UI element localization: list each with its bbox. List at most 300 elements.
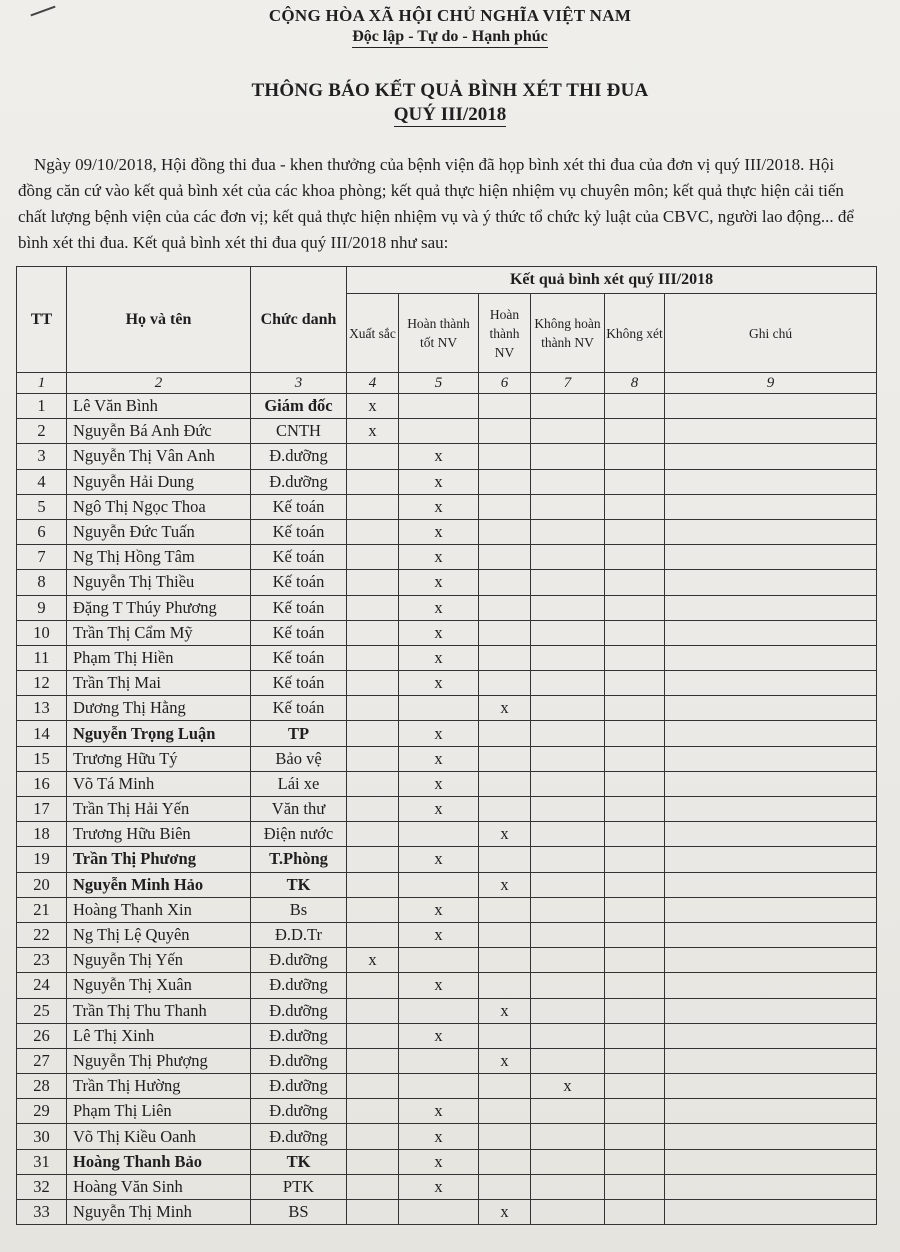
result-cell-col-7	[531, 897, 605, 922]
header-khong-hoan-thanh: Không hoàn thành NV	[531, 294, 605, 373]
result-cell-col-4	[347, 1099, 399, 1124]
table-row	[17, 922, 877, 947]
note-cell	[665, 1124, 877, 1149]
row-number: 33	[17, 1200, 67, 1225]
person-name: Nguyễn Trọng Luận	[67, 721, 251, 746]
table-row	[17, 519, 877, 544]
note-cell	[665, 746, 877, 771]
table-row	[17, 1124, 877, 1149]
person-name: Hoàng Thanh Bảo	[67, 1149, 251, 1174]
row-number: 24	[17, 973, 67, 998]
result-cell-col-6	[479, 1074, 531, 1099]
header-results-group: Kết quả bình xét quý III/2018	[347, 267, 877, 294]
table-row	[17, 394, 877, 419]
result-cell-col-7	[531, 746, 605, 771]
result-cell-col-7	[531, 519, 605, 544]
row-number: 14	[17, 721, 67, 746]
result-cell-col-8	[605, 671, 665, 696]
person-name: Trần Thị Mai	[67, 671, 251, 696]
result-cell-col-5: x	[399, 746, 479, 771]
person-name: Nguyễn Thị Xuân	[67, 973, 251, 998]
table-row	[17, 419, 877, 444]
result-cell-col-5	[399, 872, 479, 897]
result-cell-col-5: x	[399, 847, 479, 872]
result-cell-col-4	[347, 797, 399, 822]
result-cell-col-8	[605, 620, 665, 645]
header-tt: TT	[17, 267, 67, 373]
result-cell-col-4	[347, 1200, 399, 1225]
table-row	[17, 1149, 877, 1174]
row-number: 17	[17, 797, 67, 822]
note-cell	[665, 822, 877, 847]
person-name: Lê Văn Bình	[67, 394, 251, 419]
result-cell-col-5: x	[399, 494, 479, 519]
result-cell-col-7	[531, 494, 605, 519]
person-name: Nguyễn Hải Dung	[67, 469, 251, 494]
row-number: 32	[17, 1174, 67, 1199]
row-number: 12	[17, 671, 67, 696]
table-row	[17, 1174, 877, 1199]
result-cell-col-8	[605, 469, 665, 494]
result-cell-col-4	[347, 897, 399, 922]
result-cell-col-6: x	[479, 872, 531, 897]
job-title: BS	[251, 1200, 347, 1225]
intro-paragraph: Ngày 09/10/2018, Hội đồng thi đua - khen thưởng của bệnh viện đã họp bình xét thi đua của đơn vị quý III/2018. Hội đồng căn cứ vào kết quả bình xét của các khoa phòng; kết quả thực hiện nhiệm vụ chuyên môn; kết quả thực hiện cải tiến chất lượng bệnh viện của các đơn vị; kết quả thực hiện nhiệm vụ và ý thức tổ chức kỷ luật của CBVC, người lao động... để bình xét thi đua. Kết quả bình xét thi đua quý III/2018 như sau:	[18, 155, 854, 252]
result-cell-col-7	[531, 922, 605, 947]
note-cell	[665, 1048, 877, 1073]
result-cell-col-6	[479, 897, 531, 922]
result-cell-col-8	[605, 1174, 665, 1199]
note-cell	[665, 469, 877, 494]
column-number-row	[17, 373, 877, 394]
result-cell-col-5: x	[399, 595, 479, 620]
result-cell-col-8	[605, 519, 665, 544]
result-cell-col-8	[605, 847, 665, 872]
result-cell-col-5	[399, 394, 479, 419]
result-cell-col-7	[531, 696, 605, 721]
person-name: Võ Thị Kiều Oanh	[67, 1124, 251, 1149]
result-cell-col-7	[531, 847, 605, 872]
result-cell-col-8	[605, 948, 665, 973]
document-subtitle: QUÝ III/2018	[393, 104, 507, 125]
job-title: T.Phòng	[251, 847, 347, 872]
result-cell-col-7	[531, 545, 605, 570]
note-cell	[665, 1200, 877, 1225]
note-cell	[665, 545, 877, 570]
result-cell-col-7	[531, 1124, 605, 1149]
row-number: 11	[17, 645, 67, 670]
job-title: Lái xe	[251, 771, 347, 796]
result-cell-col-6	[479, 721, 531, 746]
result-cell-col-5: x	[399, 1174, 479, 1199]
result-cell-col-8	[605, 922, 665, 947]
result-cell-col-4	[347, 620, 399, 645]
person-name: Nguyễn Thị Phượng	[67, 1048, 251, 1073]
person-name: Nguyễn Thị Yến	[67, 948, 251, 973]
result-cell-col-4	[347, 1174, 399, 1199]
person-name: Trần Thị Hải Yến	[67, 797, 251, 822]
result-cell-col-4	[347, 494, 399, 519]
column-number: 3	[251, 373, 347, 394]
header-xuat-sac: Xuất sắc	[347, 294, 399, 373]
table-row	[17, 998, 877, 1023]
result-cell-col-7	[531, 671, 605, 696]
result-cell-col-6: x	[479, 1200, 531, 1225]
row-number: 15	[17, 746, 67, 771]
result-cell-col-7	[531, 973, 605, 998]
job-title: Điện nước	[251, 822, 347, 847]
result-cell-col-5: x	[399, 444, 479, 469]
person-name: Ng Thị Hồng Tâm	[67, 545, 251, 570]
result-cell-col-8	[605, 872, 665, 897]
table-row	[17, 595, 877, 620]
result-cell-col-4: x	[347, 394, 399, 419]
column-number: 6	[479, 373, 531, 394]
row-number: 6	[17, 519, 67, 544]
result-cell-col-7	[531, 721, 605, 746]
person-name: Nguyễn Bá Anh Đức	[67, 419, 251, 444]
table-row	[17, 897, 877, 922]
result-cell-col-7	[531, 1200, 605, 1225]
result-cell-col-6	[479, 1099, 531, 1124]
person-name: Hoàng Thanh Xin	[67, 897, 251, 922]
result-cell-col-8	[605, 822, 665, 847]
result-cell-col-8	[605, 419, 665, 444]
column-number: 5	[399, 373, 479, 394]
job-title: Kế toán	[251, 519, 347, 544]
table-row	[17, 444, 877, 469]
result-cell-col-5: x	[399, 721, 479, 746]
person-name: Trần Thị Hường	[67, 1074, 251, 1099]
result-cell-col-6: x	[479, 1048, 531, 1073]
note-cell	[665, 444, 877, 469]
result-cell-col-8	[605, 444, 665, 469]
job-title: Kế toán	[251, 620, 347, 645]
result-cell-col-5	[399, 822, 479, 847]
result-cell-col-4: x	[347, 419, 399, 444]
table-row	[17, 1200, 877, 1225]
result-cell-col-6	[479, 394, 531, 419]
row-number: 16	[17, 771, 67, 796]
note-cell	[665, 897, 877, 922]
job-title: Đ.dưỡng	[251, 1048, 347, 1073]
result-cell-col-6	[479, 620, 531, 645]
person-name: Phạm Thị Hiền	[67, 645, 251, 670]
result-cell-col-8	[605, 696, 665, 721]
result-cell-col-6	[479, 922, 531, 947]
result-cell-col-4	[347, 746, 399, 771]
result-cell-col-4	[347, 1149, 399, 1174]
table-row	[17, 771, 877, 796]
result-cell-col-4	[347, 1023, 399, 1048]
results-table	[16, 266, 877, 1225]
note-cell	[665, 1099, 877, 1124]
job-title: Bs	[251, 897, 347, 922]
result-cell-col-6	[479, 419, 531, 444]
note-cell	[665, 998, 877, 1023]
person-name: Hoàng Văn Sinh	[67, 1174, 251, 1199]
result-cell-col-5	[399, 1200, 479, 1225]
job-title: Kế toán	[251, 671, 347, 696]
row-number: 4	[17, 469, 67, 494]
job-title: Văn thư	[251, 797, 347, 822]
result-cell-col-5: x	[399, 1023, 479, 1048]
table-row	[17, 721, 877, 746]
column-number: 9	[665, 373, 877, 394]
note-cell	[665, 1149, 877, 1174]
note-cell	[665, 570, 877, 595]
result-cell-col-5: x	[399, 897, 479, 922]
row-number: 30	[17, 1124, 67, 1149]
note-cell	[665, 797, 877, 822]
table-row	[17, 746, 877, 771]
note-cell	[665, 1074, 877, 1099]
result-cell-col-5: x	[399, 973, 479, 998]
result-cell-col-6	[479, 746, 531, 771]
row-number: 7	[17, 545, 67, 570]
person-name: Ng Thị Lệ Quyên	[67, 922, 251, 947]
result-cell-col-8	[605, 494, 665, 519]
row-number: 2	[17, 419, 67, 444]
result-cell-col-5: x	[399, 922, 479, 947]
person-name: Đặng T Thúy Phương	[67, 595, 251, 620]
job-title: Đ.dưỡng	[251, 998, 347, 1023]
table-row	[17, 1023, 877, 1048]
result-cell-col-6	[479, 1124, 531, 1149]
result-cell-col-4	[347, 645, 399, 670]
table-row	[17, 545, 877, 570]
result-cell-col-6: x	[479, 822, 531, 847]
note-cell	[665, 645, 877, 670]
job-title: PTK	[251, 1174, 347, 1199]
job-title: TP	[251, 721, 347, 746]
row-number: 19	[17, 847, 67, 872]
result-cell-col-6	[479, 1174, 531, 1199]
table-row	[17, 620, 877, 645]
result-cell-col-5: x	[399, 1149, 479, 1174]
result-cell-col-5	[399, 419, 479, 444]
result-cell-col-4	[347, 822, 399, 847]
row-number: 26	[17, 1023, 67, 1048]
header-hoan-thanh: Hoàn thành NV	[479, 294, 531, 373]
result-cell-col-8	[605, 998, 665, 1023]
job-title: Đ.dưỡng	[251, 973, 347, 998]
result-cell-col-6	[479, 847, 531, 872]
result-cell-col-7	[531, 394, 605, 419]
job-title: Bảo vệ	[251, 746, 347, 771]
result-cell-col-8	[605, 897, 665, 922]
column-number: 1	[17, 373, 67, 394]
result-cell-col-7	[531, 948, 605, 973]
result-cell-col-8	[605, 797, 665, 822]
row-number: 9	[17, 595, 67, 620]
document-title: THÔNG BÁO KẾT QUẢ BÌNH XÉT THI ĐUA	[251, 80, 649, 101]
table-row	[17, 872, 877, 897]
result-cell-col-5: x	[399, 797, 479, 822]
note-cell	[665, 1174, 877, 1199]
row-number: 8	[17, 570, 67, 595]
job-title: Đ.dưỡng	[251, 444, 347, 469]
result-cell-col-7	[531, 1099, 605, 1124]
result-cell-col-4	[347, 1048, 399, 1073]
result-cell-col-6	[479, 570, 531, 595]
result-cell-col-6	[479, 469, 531, 494]
header-khong-xet: Không xét	[605, 294, 665, 373]
person-name: Trần Thị Phương	[67, 847, 251, 872]
result-cell-col-8	[605, 771, 665, 796]
table-row	[17, 570, 877, 595]
person-name: Phạm Thị Liên	[67, 1099, 251, 1124]
table-row	[17, 494, 877, 519]
result-cell-col-6	[479, 797, 531, 822]
title-block	[0, 80, 900, 127]
result-cell-col-6	[479, 519, 531, 544]
result-cell-col-7	[531, 469, 605, 494]
job-title: Kế toán	[251, 570, 347, 595]
row-number: 25	[17, 998, 67, 1023]
person-name: Nguyễn Thị Thiều	[67, 570, 251, 595]
note-cell	[665, 419, 877, 444]
result-cell-col-7	[531, 620, 605, 645]
job-title: Đ.dưỡng	[251, 1074, 347, 1099]
person-name: Nguyễn Đức Tuấn	[67, 519, 251, 544]
row-number: 18	[17, 822, 67, 847]
table-row	[17, 822, 877, 847]
result-cell-col-7	[531, 771, 605, 796]
column-number: 2	[67, 373, 251, 394]
result-cell-col-7	[531, 570, 605, 595]
note-cell	[665, 519, 877, 544]
note-cell	[665, 394, 877, 419]
result-cell-col-8	[605, 721, 665, 746]
row-number: 28	[17, 1074, 67, 1099]
note-cell	[665, 721, 877, 746]
note-cell	[665, 494, 877, 519]
job-title: Giám đốc	[251, 394, 347, 419]
result-cell-col-4	[347, 771, 399, 796]
job-title: TK	[251, 1149, 347, 1174]
result-cell-col-5	[399, 998, 479, 1023]
note-cell	[665, 696, 877, 721]
result-cell-col-5: x	[399, 469, 479, 494]
result-cell-col-5: x	[399, 671, 479, 696]
result-cell-col-5: x	[399, 545, 479, 570]
national-header	[0, 6, 900, 48]
result-cell-col-7	[531, 822, 605, 847]
person-name: Trần Thị Cẩm Mỹ	[67, 620, 251, 645]
note-cell	[665, 1023, 877, 1048]
header-ghi-chu: Ghi chú	[665, 294, 877, 373]
result-cell-col-8	[605, 1124, 665, 1149]
result-cell-col-4	[347, 519, 399, 544]
row-number: 5	[17, 494, 67, 519]
table-row	[17, 696, 877, 721]
result-cell-col-8	[605, 545, 665, 570]
result-cell-col-6	[479, 645, 531, 670]
result-cell-col-6	[479, 494, 531, 519]
result-cell-col-4	[347, 872, 399, 897]
table-row	[17, 948, 877, 973]
job-title: CNTH	[251, 419, 347, 444]
result-cell-col-6	[479, 595, 531, 620]
result-cell-col-4	[347, 444, 399, 469]
table-row	[17, 671, 877, 696]
job-title: Đ.dưỡng	[251, 469, 347, 494]
table-row	[17, 645, 877, 670]
result-cell-col-7	[531, 797, 605, 822]
job-title: Đ.D.Tr	[251, 922, 347, 947]
person-name: Trương Hữu Biên	[67, 822, 251, 847]
header-name: Họ và tên	[67, 267, 251, 373]
column-number: 4	[347, 373, 399, 394]
result-cell-col-8	[605, 1074, 665, 1099]
result-cell-col-4: x	[347, 948, 399, 973]
result-cell-col-7	[531, 645, 605, 670]
result-cell-col-8	[605, 1149, 665, 1174]
result-cell-col-5: x	[399, 1124, 479, 1149]
job-title: Kế toán	[251, 595, 347, 620]
table-header	[17, 267, 877, 394]
job-title: Kế toán	[251, 545, 347, 570]
result-cell-col-8	[605, 1048, 665, 1073]
job-title: TK	[251, 872, 347, 897]
result-cell-col-6	[479, 1149, 531, 1174]
national-name: CỘNG HÒA XÃ HỘI CHỦ NGHĨA VIỆT NAM	[268, 6, 632, 25]
note-cell	[665, 922, 877, 947]
result-cell-col-5: x	[399, 620, 479, 645]
result-cell-col-5: x	[399, 570, 479, 595]
person-name: Võ Tá Minh	[67, 771, 251, 796]
table-row	[17, 797, 877, 822]
job-title: Đ.dưỡng	[251, 948, 347, 973]
result-cell-col-6: x	[479, 696, 531, 721]
result-cell-col-4	[347, 1124, 399, 1149]
result-cell-col-4	[347, 696, 399, 721]
result-cell-col-8	[605, 973, 665, 998]
result-cell-col-6	[479, 671, 531, 696]
row-number: 27	[17, 1048, 67, 1073]
result-cell-col-5	[399, 1074, 479, 1099]
result-cell-col-7	[531, 419, 605, 444]
result-cell-col-4	[347, 469, 399, 494]
result-cell-col-6: x	[479, 998, 531, 1023]
row-number: 1	[17, 394, 67, 419]
result-cell-col-7	[531, 444, 605, 469]
result-cell-col-4	[347, 721, 399, 746]
result-cell-col-4	[347, 570, 399, 595]
person-name: Dương Thị Hằng	[67, 696, 251, 721]
result-cell-col-8	[605, 746, 665, 771]
person-name: Trương Hữu Tý	[67, 746, 251, 771]
column-number: 7	[531, 373, 605, 394]
result-cell-col-8	[605, 570, 665, 595]
result-cell-col-7	[531, 872, 605, 897]
result-cell-col-8	[605, 1023, 665, 1048]
result-cell-col-5	[399, 1048, 479, 1073]
result-cell-col-5	[399, 948, 479, 973]
row-number: 3	[17, 444, 67, 469]
result-cell-col-6	[479, 444, 531, 469]
row-number: 22	[17, 922, 67, 947]
result-cell-col-6	[479, 948, 531, 973]
person-name: Nguyễn Thị Minh	[67, 1200, 251, 1225]
row-number: 13	[17, 696, 67, 721]
note-cell	[665, 771, 877, 796]
table-row	[17, 1048, 877, 1073]
person-name: Trần Thị Thu Thanh	[67, 998, 251, 1023]
result-cell-col-4	[347, 595, 399, 620]
result-cell-col-7	[531, 1174, 605, 1199]
